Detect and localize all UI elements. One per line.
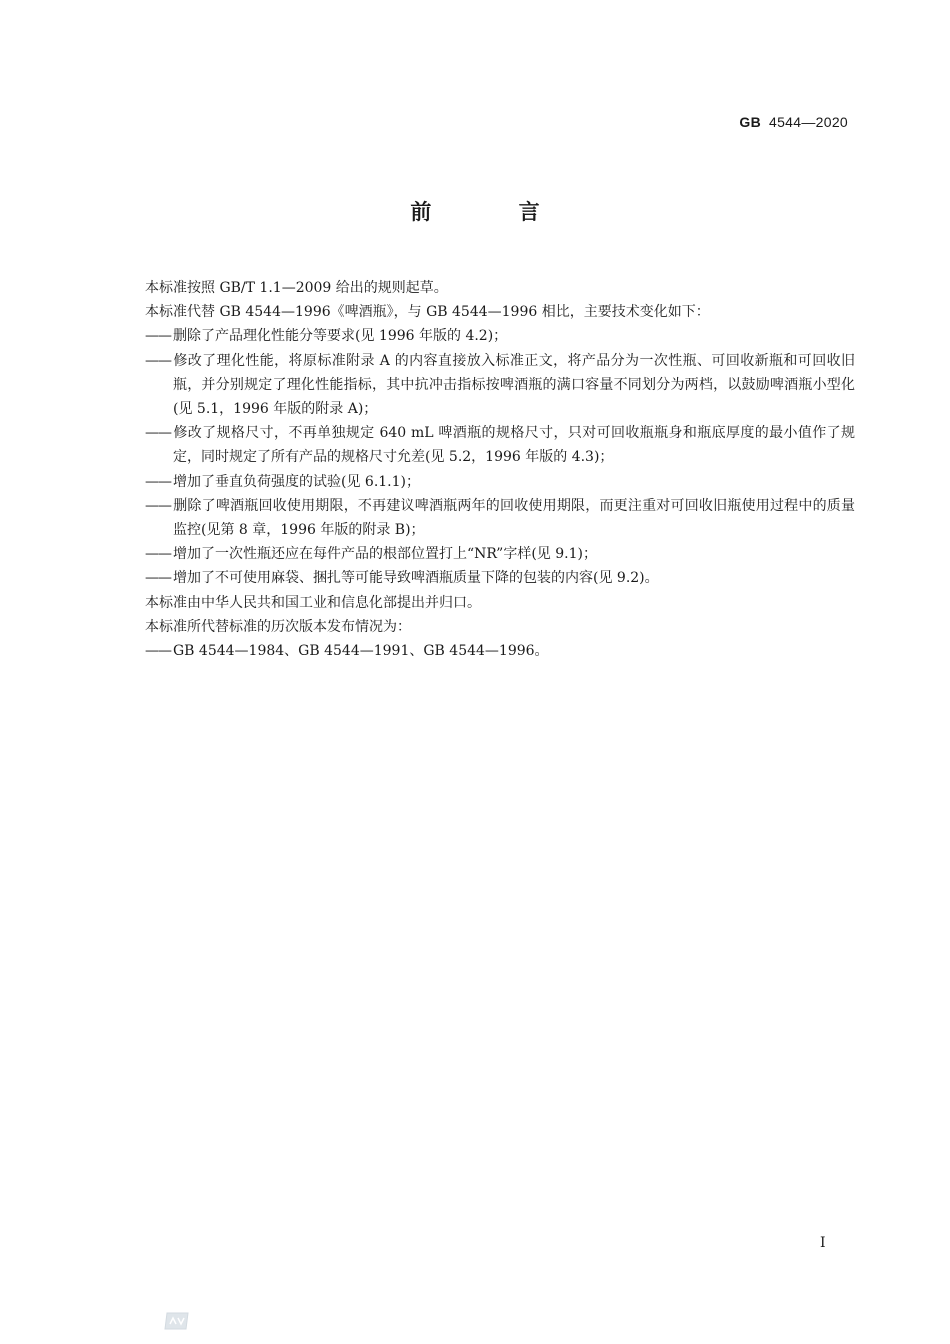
list-item [145, 324, 855, 348]
list-item-text: 修改了规格尺寸，不再单独规定 640 mL 啤酒瓶的规格尺寸，只对可回收瓶瓶身和瓶底厚度的最小值作了规定，同时规定了所有产品的规格尺寸允差(见 5.2，1996 年版的 4.3)； [173, 425, 855, 466]
paragraph-history: 本标准所代替标准的历次版本发布情况为： [145, 618, 411, 635]
dash-marker: —— [145, 425, 171, 442]
dash-marker: —— [145, 643, 171, 660]
paragraph-proposer: 本标准由中华人民共和国工业和信息化部提出并归口。 [145, 594, 481, 611]
dash-marker: —— [145, 473, 171, 490]
list-item-text: 修改了理化性能，将原标准附录 A 的内容直接放入标准正文，将产品分为一次性瓶、可回收新瓶和可回收旧瓶，并分别规定了理化性能指标，其中抗冲击指标按啤酒瓶的满口容量不同划分为两档，以鼓励啤酒瓶小型化(见 5.1，1996 年版的附录 A)； [173, 352, 855, 418]
document-code [739, 114, 848, 130]
list-item-text: 增加了垂直负荷强度的试验(见 6.1.1)； [173, 473, 420, 490]
sac-logo-icon [163, 1310, 190, 1332]
list-item [145, 470, 855, 494]
list-item [145, 421, 855, 469]
list-item [145, 542, 855, 566]
document-body [145, 276, 855, 663]
document-code-prefix: GB [739, 114, 761, 130]
dash-marker: —— [145, 546, 171, 563]
dash-marker: —— [145, 570, 171, 587]
paragraph-drafting-rules: 本标准按照 GB/T 1.1—2009 给出的规则起草。 [145, 280, 448, 296]
page-title: 前 言 [410, 200, 580, 224]
list-item [145, 349, 855, 422]
list-item-text: 增加了一次性瓶还应在每件产品的根部位置打上“NR”字样(见 9.1)； [173, 546, 597, 563]
dash-marker: —— [145, 497, 171, 514]
list-item [145, 494, 855, 542]
list-item [145, 639, 855, 663]
dash-marker: —— [145, 352, 171, 369]
page-number: I [820, 1235, 826, 1251]
dash-marker: —— [145, 328, 171, 345]
list-item-text: 删除了产品理化性能分等要求(见 1996 年版的 4.2)； [173, 328, 508, 345]
list-item [145, 566, 855, 590]
list-item-text: 删除了啤酒瓶回收使用期限，不再建议啤酒瓶两年的回收使用期限，而更注重对可回收旧瓶使用过程中的质量监控(见第 8 章，1996 年版的附录 B)； [173, 497, 855, 539]
list-item-text: GB 4544—1984、GB 4544—1991、GB 4544—1996。 [173, 643, 549, 660]
list-item-text: 增加了不可使用麻袋、捆扎等可能导致啤酒瓶质量下降的包装的内容(见 9.2)。 [173, 570, 659, 587]
document-code-number: 4544—2020 [769, 114, 848, 130]
paragraph-replacement: 本标准代替 GB 4544—1996《啤酒瓶》，与 GB 4544—1996 相比，主要技术变化如下： [145, 304, 710, 321]
